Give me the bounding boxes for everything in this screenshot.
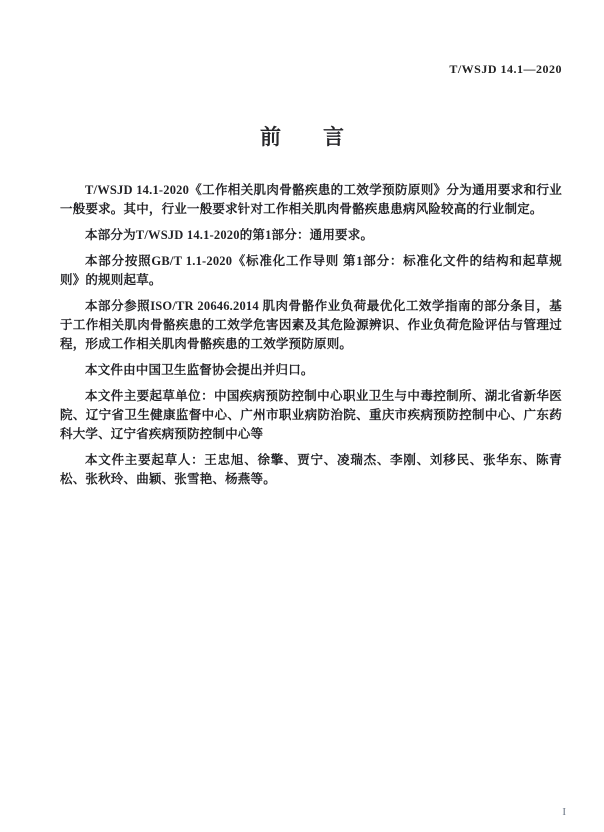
foreword-paragraph-part: 本部分为T/WSJD 14.1-2020的第1部分：通用要求。 — [85, 228, 374, 242]
foreword-body — [60, 181, 562, 489]
document-code-header: T/WSJD 14.1—2020 — [449, 62, 562, 76]
page-title: 前 言 — [260, 126, 344, 149]
foreword-paragraph-reference: 本部分参照ISO/TR 20646.2014 肌肉骨骼作业负荷最优化工效学指南的部分条目，基于工作相关肌肉骨骼疾患的工效学危害因素及其危险源辨识、作业负荷危险评估与管理过程，形成工作相关肌肉骨骼疾患的工效学预防原则。 — [60, 299, 562, 351]
foreword-paragraph-drafters: 本文件主要起草人：王忠旭、徐擎、贾宁、凌瑞杰、李刚、刘移民、张华东、陈青松、张秋玲、曲颖、张雪艳、杨燕等。 — [60, 453, 562, 486]
foreword-paragraph-drafting-rules: 本部分按照GB/T 1.1-2020《标准化工作导则 第1部分：标准化文件的结构和起草规则》的规则起草。 — [60, 254, 562, 287]
foreword-paragraph-drafting-organizations: 本文件主要起草单位：中国疾病预防控制中心职业卫生与中毒控制所、湖北省新华医院、辽宁省卫生健康监督中心、广州市职业病防治院、重庆市疾病预防控制中心、广东药科大学、辽宁省疾病预防控制中心等 — [60, 389, 562, 441]
foreword-paragraph-scope: T/WSJD 14.1-2020《工作相关肌肉骨骼疾患的工效学预防原则》分为通用要求和行业一般要求。其中，行业一般要求针对工作相关肌肉骨骼疾患患病风险较高的行业制定。 — [60, 183, 562, 216]
page-number: I — [562, 806, 566, 818]
foreword-paragraph-proposal: 本文件由中国卫生监督协会提出并归口。 — [85, 363, 314, 377]
